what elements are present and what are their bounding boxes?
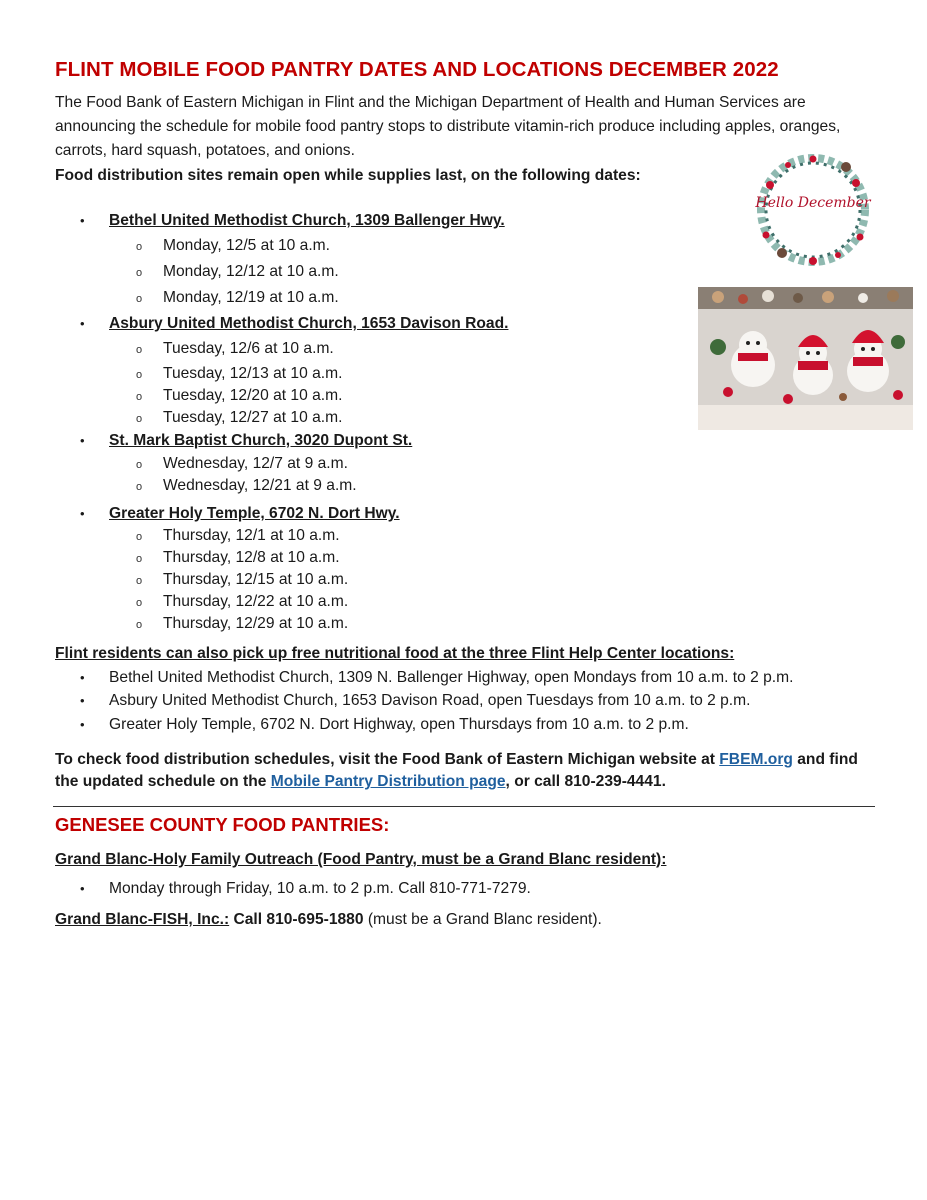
fish-name: Grand Blanc-FISH, Inc.:: [55, 911, 230, 928]
bullet-icon: •: [80, 213, 85, 228]
page-title: FLINT MOBILE FOOD PANTRY DATES AND LOCATIONS DECEMBER 2022: [55, 58, 779, 81]
bullet-icon: •: [80, 433, 85, 448]
date-item: [136, 409, 342, 427]
sub-bullet-icon: o: [136, 531, 143, 543]
fish-note: (must be a Grand Blanc resident).: [363, 911, 602, 928]
sub-bullet-icon: o: [136, 413, 143, 425]
date-text: Wednesday, 12/21 at 9 a.m.: [163, 477, 357, 494]
check-schedule-paragraph: [55, 749, 885, 793]
fish-phone: Call 810-695-1880: [229, 911, 364, 928]
site-name: Asbury United Methodist Church, 1653 Davison Road.: [109, 315, 509, 332]
date-text: Wednesday, 12/7 at 9 a.m.: [163, 455, 348, 472]
date-text: Monday, 12/12 at 10 a.m.: [163, 263, 339, 280]
sites-lead: Food distribution sites remain open while supplies last, on the following dates:: [55, 167, 641, 184]
sub-bullet-icon: o: [136, 344, 143, 356]
date-item: [136, 387, 342, 405]
bullet-icon: •: [80, 506, 85, 521]
help-center-item: [80, 692, 750, 710]
county-heading: GENESEE COUNTY FOOD PANTRIES:: [55, 814, 390, 835]
date-text: Thursday, 12/8 at 10 a.m.: [163, 549, 340, 566]
date-item: [136, 571, 348, 589]
wreath-text: Hello December: [755, 195, 871, 211]
intro-paragraph: The Food Bank of Eastern Michigan in Flint and the Michigan Department of Health and Human Services are announcing the schedule for mobile food pantry stops to distribute vitamin-rich produce including apples, oranges, carrots, hard squash, potatoes, and onions.: [55, 94, 841, 159]
sub-bullet-icon: o: [136, 293, 143, 305]
holy-family-text: Monday through Friday, 10 a.m. to 2 p.m. Call 810-771-7279.: [109, 880, 531, 897]
sub-bullet-icon: o: [136, 369, 143, 381]
bullet-icon: •: [80, 316, 85, 331]
section-divider: [53, 806, 875, 807]
check-text-2: and find the updated schedule on the: [55, 751, 858, 790]
sub-bullet-icon: o: [136, 619, 143, 631]
holy-family-item: [80, 880, 531, 898]
date-item: [136, 477, 357, 495]
site-name: Greater Holy Temple, 6702 N. Dort Hwy.: [109, 505, 400, 522]
date-text: Thursday, 12/22 at 10 a.m.: [163, 593, 349, 610]
help-center-item: [80, 716, 689, 734]
hello-december-wreath-image: [738, 145, 888, 275]
date-item: [136, 263, 339, 281]
sub-bullet-icon: o: [136, 267, 143, 279]
check-text-3: , or call 810-239-4441.: [505, 773, 666, 790]
date-text: Tuesday, 12/20 at 10 a.m.: [163, 387, 343, 404]
help-center-text: Asbury United Methodist Church, 1653 Davison Road, open Tuesdays from 10 a.m. to 2 p.m.: [109, 692, 751, 709]
help-center-text: Greater Holy Temple, 6702 N. Dort Highway, open Thursdays from 10 a.m. to 2 p.m.: [109, 716, 689, 733]
sub-bullet-icon: o: [136, 553, 143, 565]
site-name: St. Mark Baptist Church, 3020 Dupont St.: [109, 432, 413, 449]
date-item: [136, 365, 342, 383]
date-item: [136, 237, 330, 255]
date-text: Thursday, 12/15 at 10 a.m.: [163, 571, 349, 588]
help-center-heading: Flint residents can also pick up free nutritional food at the three Flint Help Center locations:: [55, 645, 735, 662]
sub-bullet-icon: o: [136, 459, 143, 471]
mobile-pantry-link[interactable]: Mobile Pantry Distribution page: [270, 773, 506, 790]
snowmen-photo: [698, 287, 913, 430]
date-text: Monday, 12/5 at 10 a.m.: [163, 237, 331, 254]
date-text: Thursday, 12/1 at 10 a.m.: [163, 527, 340, 544]
date-text: Tuesday, 12/6 at 10 a.m.: [163, 340, 334, 357]
help-center-item: [80, 669, 793, 687]
date-text: Tuesday, 12/27 at 10 a.m.: [163, 409, 343, 426]
date-item: [136, 289, 339, 307]
help-center-text: Bethel United Methodist Church, 1309 N. Ballenger Highway, open Mondays from 10 a.m. to 2 p.m.: [109, 669, 794, 686]
site-name: Bethel United Methodist Church, 1309 Ballenger Hwy.: [109, 212, 505, 229]
date-item: [136, 455, 348, 473]
bullet-icon: •: [80, 670, 85, 685]
sub-bullet-icon: o: [136, 575, 143, 587]
check-text-1: To check food distribution schedules, visit the Food Bank of Eastern Michigan website at: [55, 751, 720, 768]
fish-line: [55, 911, 602, 929]
bullet-icon: •: [80, 881, 85, 896]
site-item: [80, 432, 412, 450]
date-text: Thursday, 12/29 at 10 a.m.: [163, 615, 349, 632]
bullet-icon: •: [80, 693, 85, 708]
sub-bullet-icon: o: [136, 597, 143, 609]
sub-bullet-icon: o: [136, 481, 143, 493]
site-item: [80, 315, 508, 333]
fbem-link[interactable]: FBEM.org: [719, 751, 793, 768]
date-text: Tuesday, 12/13 at 10 a.m.: [163, 365, 343, 382]
site-item: [80, 505, 400, 523]
date-item: [136, 340, 334, 358]
holy-family-heading: Grand Blanc-Holy Family Outreach (Food Pantry, must be a Grand Blanc resident):: [55, 851, 667, 868]
date-item: [136, 593, 348, 611]
date-item: [136, 527, 340, 545]
date-item: [136, 549, 340, 567]
date-item: [136, 615, 348, 633]
bullet-icon: •: [80, 717, 85, 732]
site-item: [80, 212, 505, 230]
sub-bullet-icon: o: [136, 241, 143, 253]
sub-bullet-icon: o: [136, 391, 143, 403]
date-text: Monday, 12/19 at 10 a.m.: [163, 289, 339, 306]
